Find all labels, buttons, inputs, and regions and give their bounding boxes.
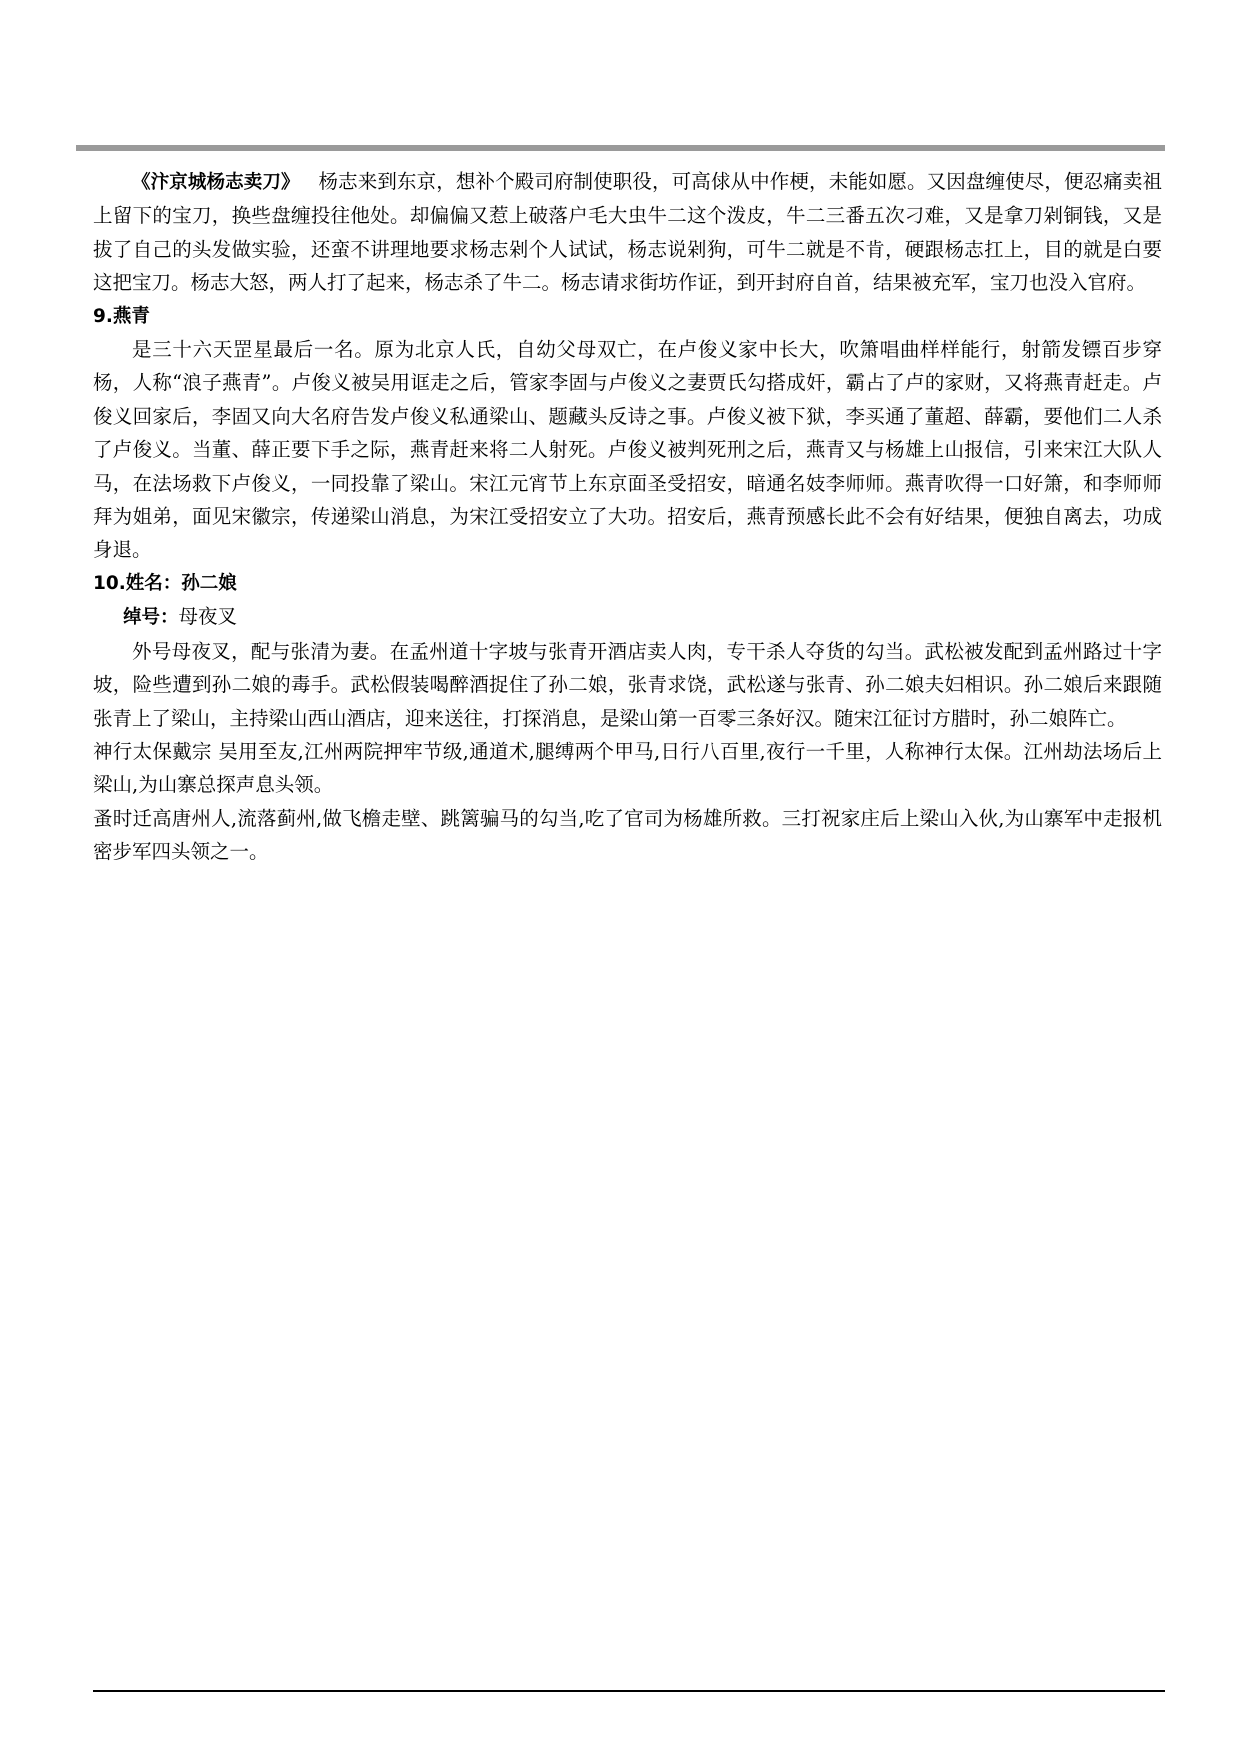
nickname-value: 母夜叉: [178, 605, 238, 629]
sunerniang-paragraph: 外号母夜叉，配与张清为妻。在孟州道十字坡与张青开酒店卖人肉，专干杀人夺货的勾当。武松被发配到孟州路过十字坡，险些遭到孙二娘的毒手。武松假装喝醉酒捉住了孙二娘，张青求饶，武松遂与张青、孙二娘夫妇相识。孙二娘后来跟随张青上了梁山，主持梁山西山酒店，迎来送往，打探消息，是梁山第一百零三条好汉。随宋江征讨方腊时，孙二娘阵亡。: [93, 639, 1162, 730]
yangzhi-text: 杨志来到东京，想补个殿司府制使职役，可高俅从中作梗，未能如愿。又因盘缠使尽，便忍痛卖祖上留下的宝刀，换些盘缠投往他处。却偏偏又惹上破落户毛大虫牛二这个泼皮，牛二三番五次刁难，又是拿刀剁铜钱，又是拔了自己的头发做实验，还蛮不讲理地要求杨志剁个人试试，杨志说剁狗，可牛二就是不肯，硬跟杨志扛上，目的就是白要这把宝刀。杨志大怒，两人打了起来，杨志杀了牛二。杨志请求街坊作证，到开封府自首，结果被充军，宝刀也没入官府。: [93, 170, 1162, 295]
document-body: [93, 165, 1162, 869]
header-rule: [76, 145, 1165, 151]
yanqing-paragraph: 是三十六天罡星最后一名。原为北京人氏，自幼父母双亡，在卢俊义家中长大，吹箫唱曲样样能行，射箭发镖百步穿杨，人称“浪子燕青”。卢俊义被吴用诓走之后，管家李固与卢俊义之妻贾氏勾搭成奸，霸占了卢的家财，又将燕青赶走。卢俊义回家后，李固又向大名府告发卢俊义私通梁山、题藏头反诗之事。卢俊义被下狱，李买通了董超、薛霸，要他们二人杀了卢俊义。当董、薛正要下手之际，燕青赶来将二人射死。卢俊义被判死刑之后，燕青又与杨雄上山报信，引来宋江大队人马，在法场救下卢俊义，一同投靠了梁山。宋江元宵节上东京面圣受招安，暗通名妓李师师。燕青吹得一口好箫，和李师师拜为姐弟，面见宋徽宗，传递梁山消息，为宋江受招安立了大功。招安后，燕青预感长此不会有好结果，便独自离去，功成身退。: [93, 338, 1162, 562]
sunerniang-nickname-line: [93, 600, 1162, 634]
yanqing-heading: 9.燕青: [93, 305, 150, 327]
daizong-paragraph: 神行太保戴宗 吴用至友,江州两院押牢节级,通道术,腿缚两个甲马,日行八百里,夜行一千里，人称神行太保。江州劫法场后上梁山,为山寨总探声息头领。: [93, 739, 1162, 797]
yangzhi-title: 《汴京城杨志卖刀》: [132, 172, 300, 193]
yangzhi-paragraph: [93, 165, 1162, 300]
shiqian-paragraph: 蚤时迁高唐州人,流落蓟州,做飞檐走壁、跳篱骗马的勾当,吃了官司为杨雄所救。三打祝家庄后上梁山入伙,为山寨军中走报机密步军四头领之一。: [93, 806, 1162, 864]
nickname-label: 绰号：: [123, 607, 179, 629]
sunerniang-heading: 10.姓名：孙二娘: [93, 572, 237, 594]
footer-rule: [93, 1690, 1165, 1692]
